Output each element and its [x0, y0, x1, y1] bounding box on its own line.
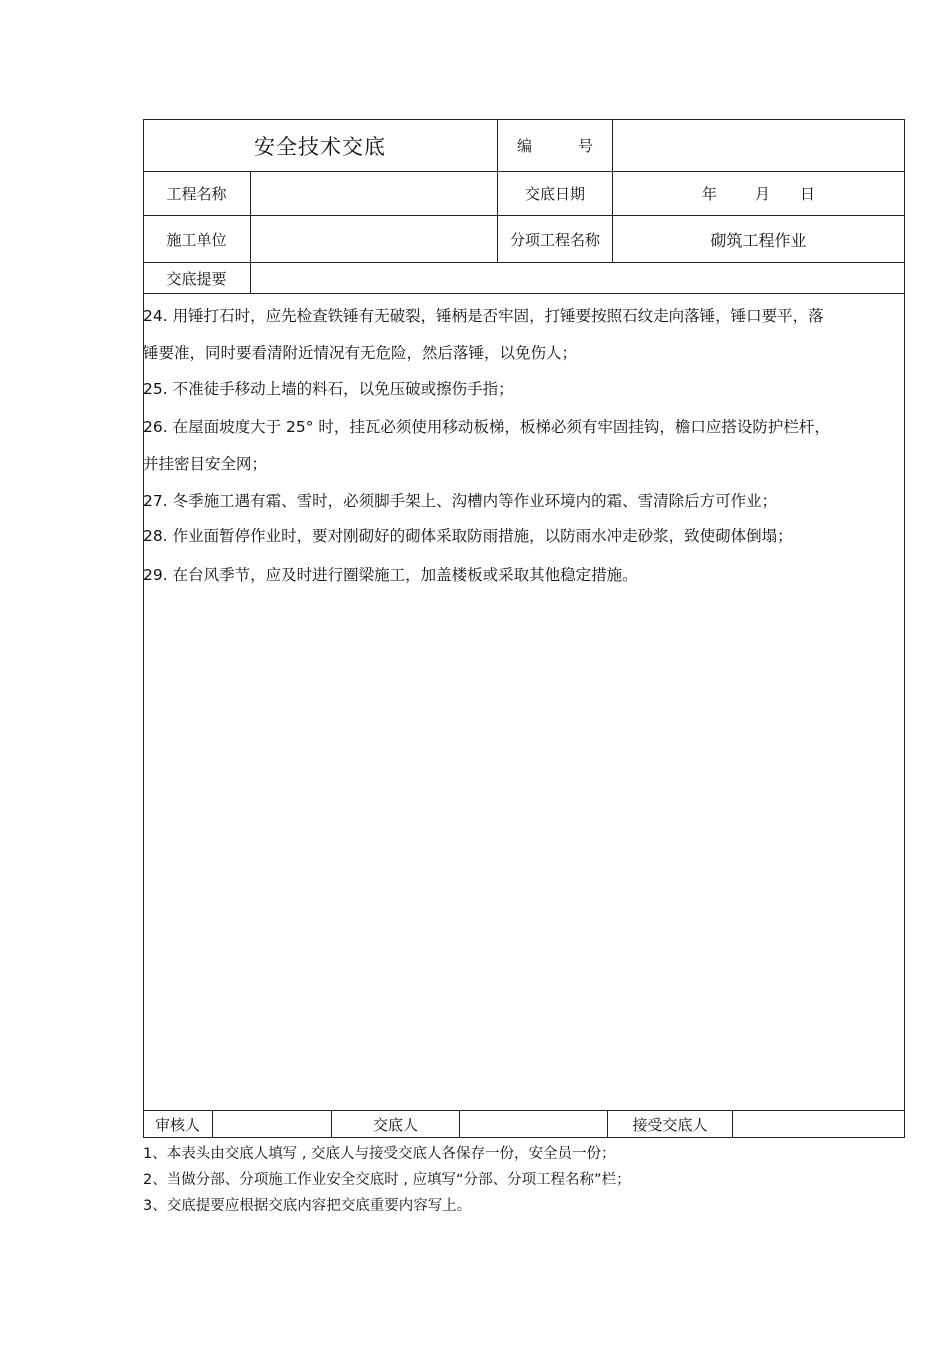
content-line: 27. 冬季施工遇有霜、雪时，必须脚手架上、沟槽内等作业环境内的霜、雪清除后方可作业；: [143, 492, 778, 510]
discloser-label: 交底人: [372, 1116, 418, 1134]
project-name-value[interactable]: [251, 172, 497, 215]
sub-project-label: 分项工程名称: [509, 230, 600, 249]
form-note: 2、当做分部、分项施工作业安全交底时 , 应填写“分部、分项工程名称”栏；: [143, 1172, 631, 1188]
number-label: [498, 120, 612, 171]
summary-value[interactable]: [251, 263, 904, 293]
date-year-label: 年: [701, 185, 717, 203]
number-label-part-2: 号: [578, 137, 594, 155]
content-line: 24. 用锤打石时，应先检查铁锤有无破裂，锤柄是否牢固，打锤要按照石纹走向落锤，锤口要平，落: [143, 307, 824, 325]
form-note: 1、本表头由交底人填写 , 交底人与接受交底人各保存一份，安全员一份；: [143, 1146, 616, 1162]
form-note: 3、交底提要应根据交底内容把交底重要内容写上。: [143, 1198, 472, 1214]
content-line: 并挂密目安全网；: [143, 455, 268, 473]
content-line: 28. 作业面暂停作业时，要对刚砌好的砌体采取防雨措施，以防雨水冲走砂浆，致使砌体倒塌；: [143, 527, 793, 545]
project-name-label: 工程名称: [166, 185, 227, 203]
number-value[interactable]: [613, 120, 904, 171]
date-day-label: 日: [800, 185, 816, 203]
unit-label: 施工单位: [166, 230, 227, 249]
date-month-label: 月: [754, 185, 770, 203]
unit-value[interactable]: [251, 216, 497, 262]
content-line: 26. 在屋面坡度大于 25° 时，挂瓦必须使用移动板梯，板梯必须有牢固挂钩，檐口应搭设防护栏杆，: [143, 418, 830, 436]
content-line: 锤要准，同时要看清附近情况有无危险，然后落锤，以免伤人；: [143, 344, 578, 362]
content-line: 25. 不准徒手移动上墙的料石，以免压破或擦伤手指；: [143, 380, 514, 398]
date-label: 交底日期: [524, 185, 585, 203]
content-line: 29. 在台风季节，应及时进行圈梁施工，加盖楼板或采取其他稳定措施。: [143, 566, 638, 584]
discloser-value[interactable]: [460, 1111, 607, 1138]
date-value[interactable]: [613, 172, 904, 215]
receiver-label: 接受交底人: [632, 1116, 708, 1134]
reviewer-value[interactable]: [213, 1111, 331, 1138]
row-divider: [143, 293, 905, 294]
sub-project-value[interactable]: 砌筑工程作业: [710, 230, 807, 250]
receiver-value[interactable]: [733, 1111, 904, 1138]
reviewer-label: 审核人: [154, 1116, 200, 1134]
form-title: 安全技术交底: [254, 134, 386, 159]
summary-label: 交底提要: [166, 269, 227, 288]
number-label-part-1: 编: [516, 137, 532, 155]
